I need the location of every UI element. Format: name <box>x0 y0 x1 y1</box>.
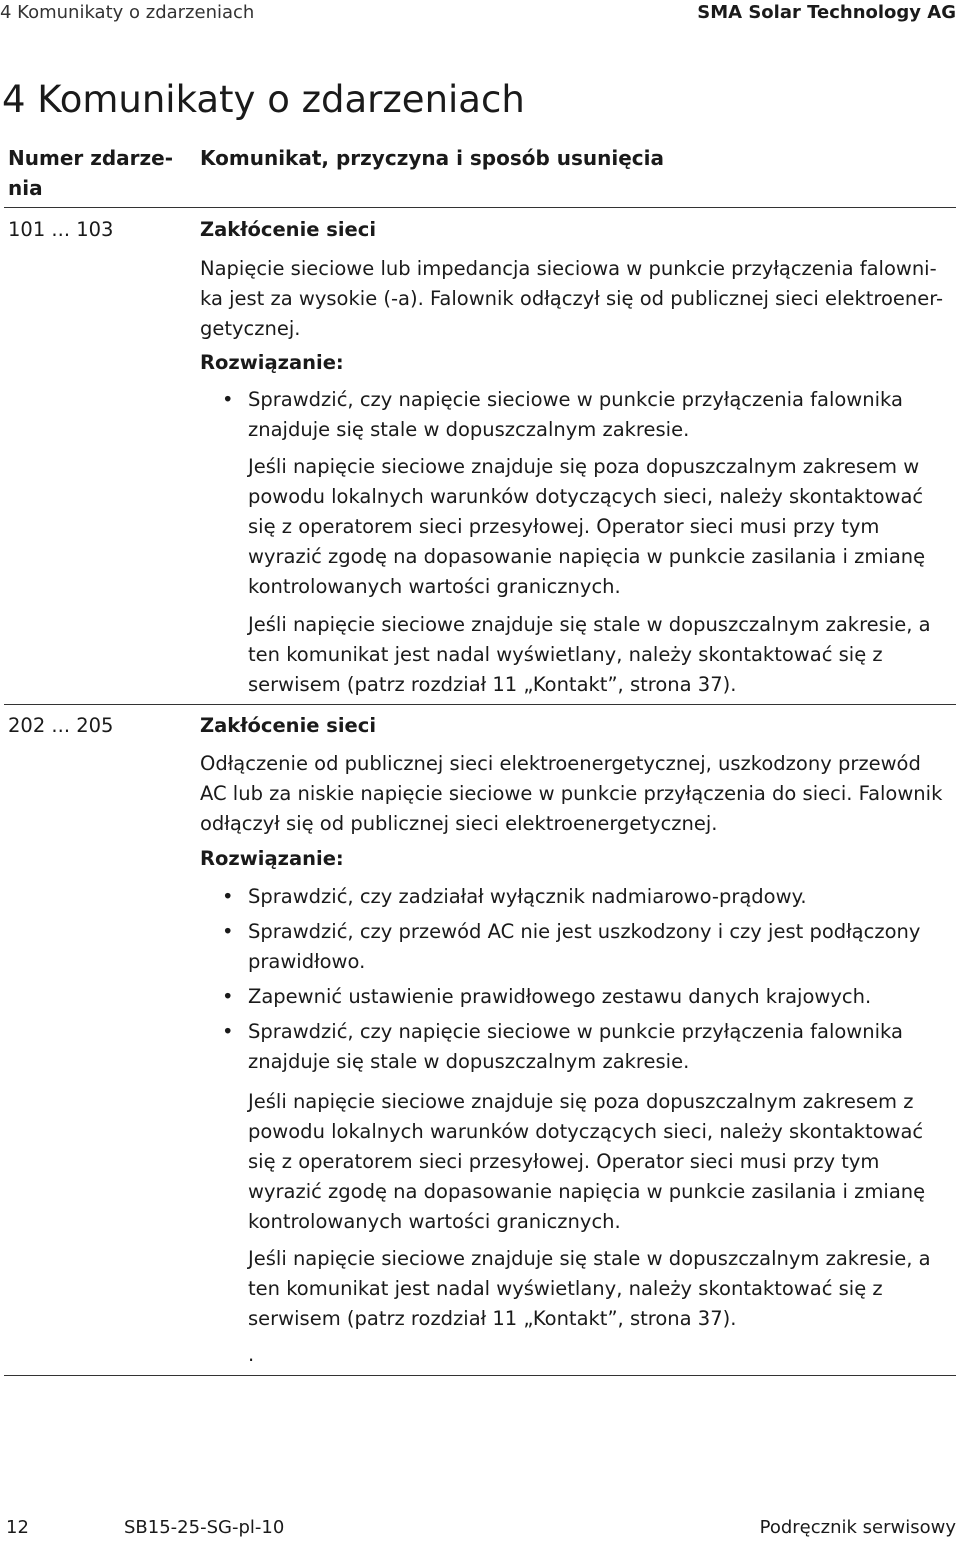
solution-label: Rozwiązanie: <box>200 847 344 870</box>
bullet-icon: • <box>222 985 234 1008</box>
list-item-text: Sprawdzić, czy napięcie sieciowe w punkcie przyłączenia falownika znajduje się stale w dopuszczalnym zakresie. <box>248 388 903 441</box>
solution-note: Jeśli napięcie sieciowe znajduje się stale w dopuszczalnym zakresie, a ten komunikat jest nadal wyświetlany, należy skontaktować się z serwisem (patrz rozdział 11 „Kontakt”, strona 37). <box>248 613 931 696</box>
bullet-icon: • <box>222 920 234 943</box>
event-number: 202 ... 205 <box>8 714 114 737</box>
running-header-section: 4 Komunikaty o zdarzeniach <box>0 2 255 23</box>
trailing-period: . <box>248 1343 255 1366</box>
bullet-icon: • <box>222 388 234 411</box>
list-item <box>200 385 960 445</box>
solution-label: Rozwiązanie: <box>200 351 344 374</box>
list-item-text: Sprawdzić, czy przewód AC nie jest uszkodzony i czy jest podłączony prawidłowo. <box>248 920 921 973</box>
solution-note: Jeśli napięcie sieciowe znajduje się poza dopuszczalnym zakresem z powodu lokalnych warunków dotyczących sieci, należy skontaktować się z operatorem sieci przesyłowej. Operator sieci musi przy tym wyrazić zgodę na dopasowanie napięcia w punkcie zasilania i zmianę kontrolowanych wartości granicznych. <box>248 1090 926 1233</box>
list-item <box>200 917 960 977</box>
table-header-rule <box>4 207 956 208</box>
solution-note: Jeśli napięcie sieciowe znajduje się poza dopuszczalnym zakresem w powodu lokalnych warunków dotyczących sieci, należy skontaktować się z operatorem sieci przesyłowej. Operator sieci musi przy tym wyrazić zgodę na dopasowanie napięcia w punkcie zasilania i zmianę kontrolowanych wartości granicznych. <box>248 455 926 598</box>
list-item-text: Sprawdzić, czy zadziałał wyłącznik nadmiarowo-prądowy. <box>248 885 807 908</box>
event-description: Napięcie sieciowe lub impedancja sieciowa w punkcie przyłączenia falowni-ka jest za wysokie (-a). Falownik odłączył się od publicznej sieci elektroener-getycznej. <box>200 257 944 340</box>
document-type: Podręcznik serwisowy <box>759 1517 956 1538</box>
list-item <box>200 982 960 1012</box>
document-id: SB15-25-SG-pl-10 <box>124 1517 285 1538</box>
solution-list <box>200 882 960 1077</box>
list-item-text: Zapewnić ustawienie prawidłowego zestawu danych krajowych. <box>248 985 872 1008</box>
table-header-message: Komunikat, przyczyna i sposób usunięcia <box>200 146 665 170</box>
list-item <box>200 1017 960 1077</box>
table-bottom-rule <box>4 1375 956 1376</box>
page-title: 4 Komunikaty o zdarzeniach <box>2 78 525 121</box>
list-item <box>200 882 960 912</box>
bullet-icon: • <box>222 1020 234 1043</box>
list-item-text: Sprawdzić, czy napięcie sieciowe w punkcie przyłączenia falownika znajduje się stale w dopuszczalnym zakresie. <box>248 1020 903 1073</box>
page-number: 12 <box>6 1517 29 1538</box>
event-heading: Zakłócenie sieci <box>200 714 377 737</box>
event-heading: Zakłócenie sieci <box>200 218 377 241</box>
solution-list <box>200 385 960 445</box>
bullet-icon: • <box>222 885 234 908</box>
table-header-number: Numer zdarze-nia <box>8 146 174 200</box>
row-divider <box>4 704 956 705</box>
event-number: 101 ... 103 <box>8 218 114 241</box>
solution-note: Jeśli napięcie sieciowe znajduje się stale w dopuszczalnym zakresie, a ten komunikat jest nadal wyświetlany, należy skontaktować się z serwisem (patrz rozdział 11 „Kontakt”, strona 37). <box>248 1247 931 1330</box>
running-header-company: SMA Solar Technology AG <box>697 2 956 23</box>
event-description: Odłączenie od publicznej sieci elektroenergetycznej, uszkodzony przewód AC lub za niskie napięcie sieciowe w punkcie przyłączenia do sieci. Falownik odłączył się od publicznej sieci elektroenergetycznej. <box>200 752 943 835</box>
